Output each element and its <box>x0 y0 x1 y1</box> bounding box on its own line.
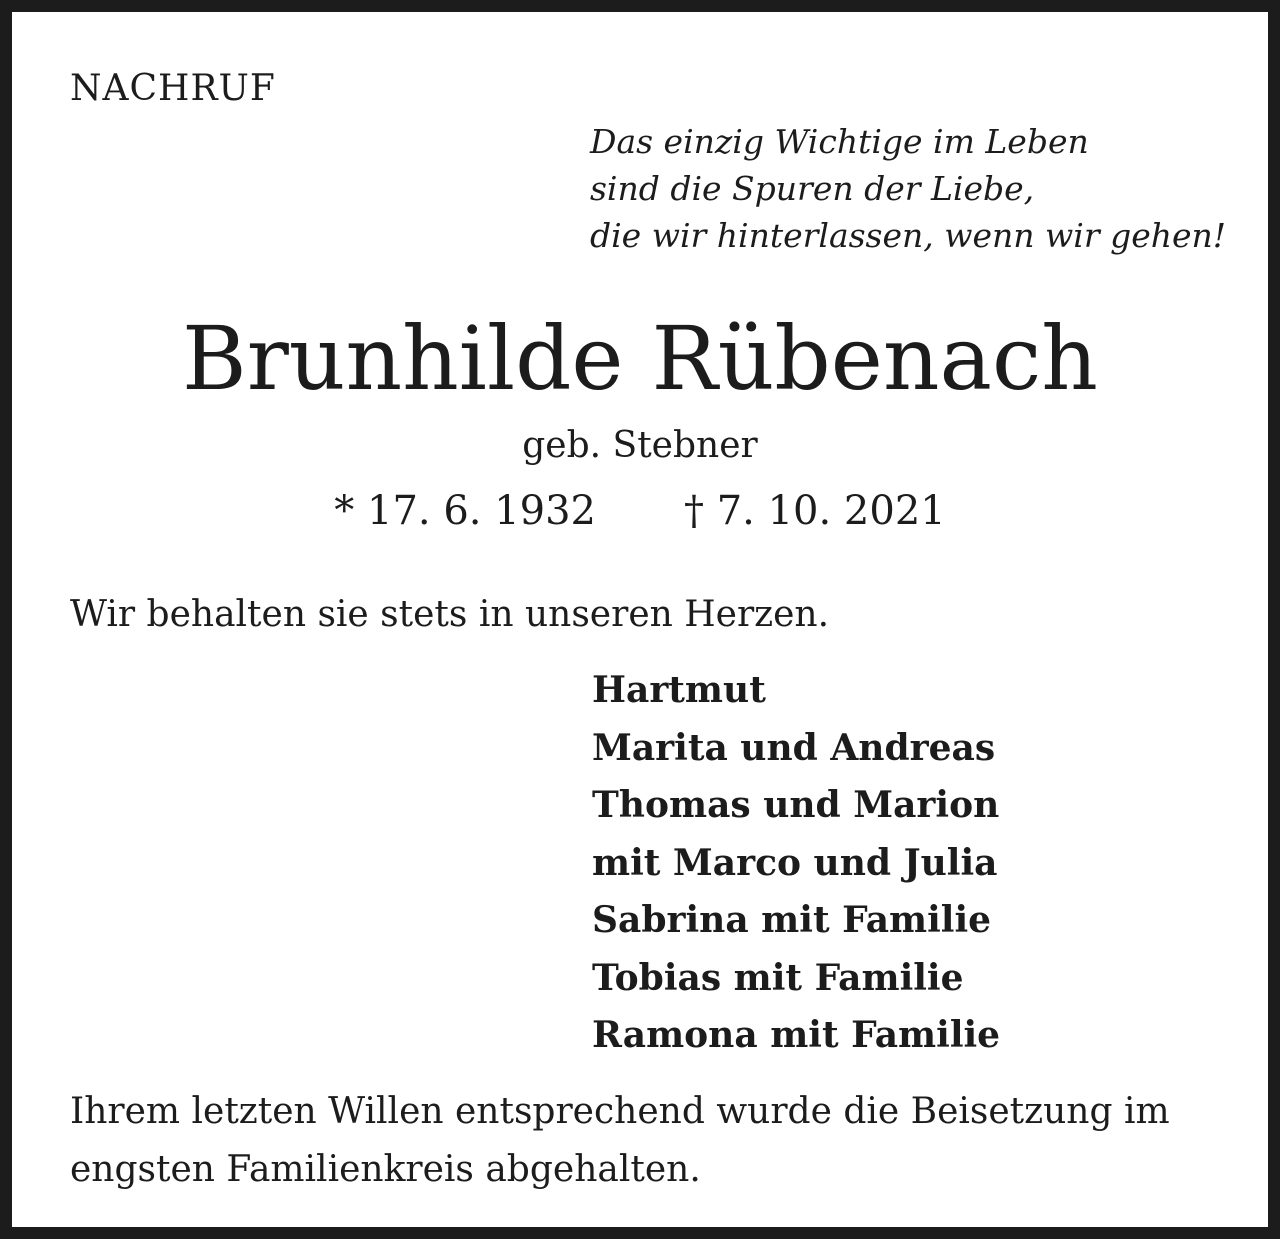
maiden-name: geb. Stebner <box>522 425 758 466</box>
birth-date: * 17. 6. 1932 <box>334 488 596 534</box>
motto-quote <box>590 118 1226 259</box>
mourner-entry: Marita und Andreas <box>592 726 996 769</box>
motto-line: sind die Spuren der Liebe, <box>590 169 1035 208</box>
mourner-entry: mit Marco und Julia <box>592 841 998 884</box>
mourner-entry: Tobias mit Familie <box>592 956 964 999</box>
mourner-entry: Hartmut <box>592 669 766 711</box>
motto-line: Das einzig Wichtige im Leben <box>590 122 1089 161</box>
mourner-entry: Ramona mit Familie <box>592 1014 1001 1056</box>
mourner-entry: Thomas und Marion <box>592 784 1000 826</box>
motto-line: die wir hinterlassen, wenn wir gehen! <box>590 216 1227 255</box>
closing-line: Ihrem letzten Willen entsprechend wurde die Beisetzung im <box>70 1091 1170 1132</box>
mourner-entry: Sabrina mit Familie <box>592 899 992 941</box>
closing-line: engsten Familienkreis abgehalten. <box>70 1149 701 1190</box>
closing-text <box>70 1083 1170 1199</box>
life-dates <box>12 488 1268 534</box>
death-date: † 7. 10. 2021 <box>684 488 946 534</box>
deceased-name: Brunhilde Rübenach <box>182 307 1098 410</box>
notice-heading: NACHRUF <box>70 68 276 109</box>
remembrance-line: Wir behalten sie stets in unseren Herzen. <box>70 594 830 635</box>
mourners-list <box>592 662 1000 1065</box>
